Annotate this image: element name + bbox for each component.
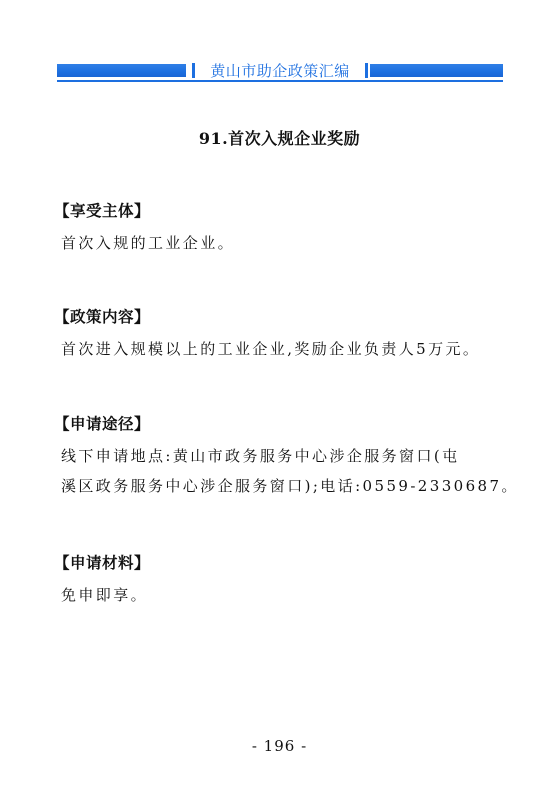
- body-line: 溪区政务服务中心涉企服务窗口);电话:0559-2330687。: [61, 477, 519, 495]
- header-underline: [57, 80, 503, 82]
- header-title: 黄山市助企政策汇编: [210, 62, 350, 80]
- section-body-application-materials: [61, 580, 511, 610]
- page-number: - 196 -: [251, 737, 308, 755]
- header-banner: [57, 61, 503, 81]
- header-tick-right: [365, 63, 368, 78]
- body-line: 首次进入规模以上的工业企业,奖励企业负责人5万元。: [61, 340, 481, 358]
- header-bar-right: [370, 64, 503, 77]
- page-title: 91.首次入规企业奖励: [198, 129, 361, 148]
- section-heading-policy-content: 【政策内容】: [54, 308, 151, 326]
- header-bar-left: [57, 64, 186, 77]
- section-body-application-channel: [61, 441, 519, 501]
- section-heading-application-channel: 【申请途径】: [54, 415, 151, 433]
- body-line: 免申即享。: [61, 586, 149, 604]
- body-line: 首次入规的工业企业。: [61, 234, 236, 252]
- section-heading-beneficiary: 【享受主体】: [54, 202, 151, 220]
- header-tick-left: [192, 63, 195, 78]
- section-heading-application-materials: 【申请材料】: [54, 554, 151, 572]
- section-body-beneficiary: [61, 228, 511, 258]
- section-body-policy-content: [61, 334, 511, 364]
- body-line: 线下申请地点:黄山市政务服务中心涉企服务窗口(屯: [61, 447, 460, 465]
